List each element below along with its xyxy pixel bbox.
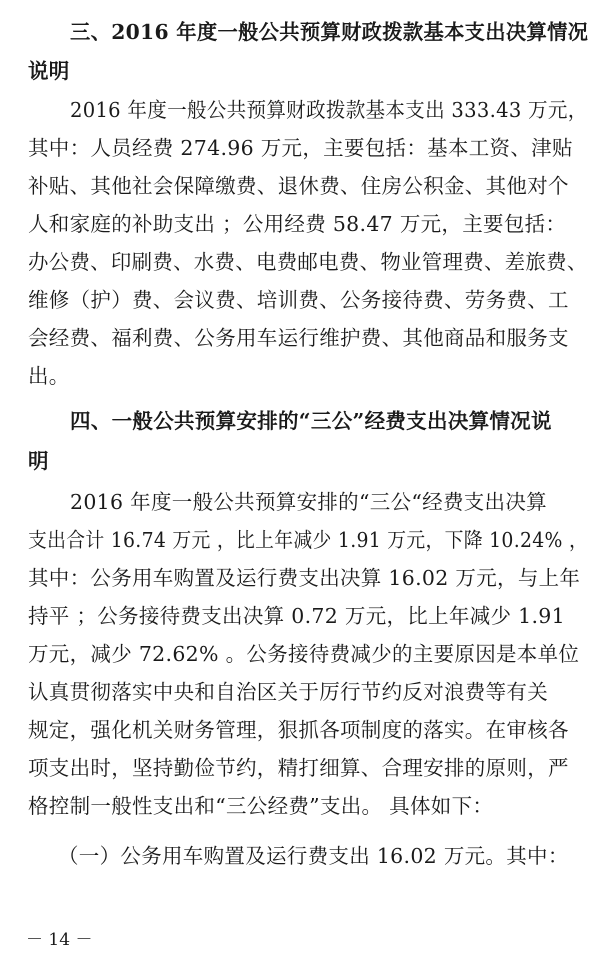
section4-para-line: 支出合计 16.74 万元 ，比上年减少 1.91 万元，下降 10.24% ，	[28, 528, 589, 552]
page-number: － 14 －	[26, 930, 93, 950]
section4-heading-line1: 四、一般公共预算安排的“三公”经费支出决算情况说	[70, 409, 552, 433]
section4-para-line: 2016 年度一般公共预算安排的“三公“经费支出决算	[70, 490, 547, 514]
section4-para-line: 认真贯彻落实中央和自治区关于厉行节约反对浪费等有关	[28, 680, 548, 704]
section3-para-line: 维修（护）费、会议费、培训费、公务接待费、劳务费、工	[28, 288, 569, 312]
section3-heading-line2: 说明	[28, 59, 70, 83]
section4-para-line: 万元，减少 72.62% 。公务接待费减少的主要原因是本单位	[28, 642, 580, 666]
section3-para-line: 2016 年度一般公共预算财政拨款基本支出 333.43 万元，	[70, 98, 588, 122]
section3-para-line: 出。	[28, 364, 70, 388]
section3-para-line: 会经费、福利费、公务用车运行维护费、其他商品和服务支	[28, 326, 569, 350]
section4-para-line: 持平 ；公务接待费支出决算 0.72 万元，比上年减少 1.91	[28, 604, 565, 628]
section4-para-line: 规定，强化机关财务管理，狠抓各项制度的落实。在审核各	[28, 718, 569, 742]
section3-heading-line1: 三、2016 年度一般公共预算财政拨款基本支出决算情况	[70, 20, 589, 44]
section3-para-line: 其中：人员经费 274.96 万元，主要包括：基本工资、津贴	[28, 136, 573, 160]
section4-para-line: 其中：公务用车购置及运行费支出决算 16.02 万元，与上年	[28, 566, 581, 590]
section4-para-line: 格控制一般性支出和“三公经费”支出。 具体如下：	[28, 794, 494, 818]
section3-para-line: 办公费、印刷费、水费、电费邮电费、物业管理费、差旅费、	[28, 250, 588, 274]
section3-para-line: 人和家庭的补助支出 ；公用经费 58.47 万元，主要包括：	[28, 212, 567, 236]
section3-para-line: 补贴、其他社会保障缴费、退休费、住房公积金、其他对个	[28, 174, 569, 198]
section4-subitem: （一）公务用车购置及运行费支出 16.02 万元。其中：	[58, 844, 569, 868]
section4-para-line: 项支出时，坚持勤俭节约，精打细算、合理安排的原则，严	[28, 756, 569, 780]
section4-heading-line2: 明	[28, 449, 49, 473]
